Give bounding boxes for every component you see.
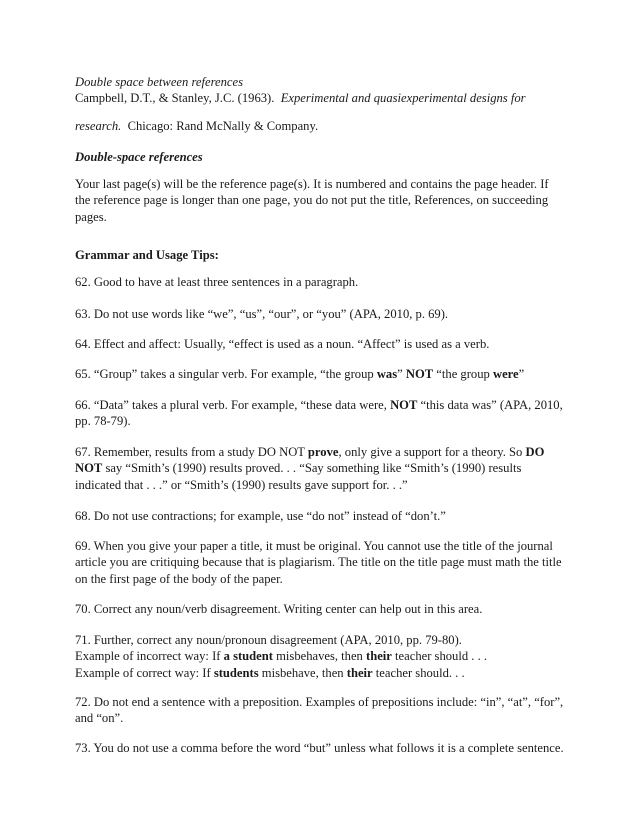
- citation-line-1: [75, 90, 565, 106]
- tip-71-correct-example: [75, 665, 565, 681]
- citation-title-part-1: Experimental and quasiexperimental designs for: [280, 91, 526, 106]
- tip-65-text: 65. “Group” takes a singular verb. For example, “the group: [75, 367, 377, 381]
- tip-64: 64. Effect and affect: Usually, “effect is used as a noun. “Affect” is used as a verb.: [75, 337, 490, 351]
- tip-70: 70. Correct any noun/verb disagreement. Writing center can help out in this area.: [75, 602, 483, 616]
- tip-65-not: NOT: [405, 367, 434, 381]
- tip-67-text: 67. Remember, results from a study DO NOT: [75, 445, 308, 459]
- tip-67-text: , only give a support for a theory. So: [338, 445, 526, 459]
- citation-line-2: [75, 118, 565, 134]
- tip-71-line-1: 71. Further, correct any noun/pronoun disagreement (APA, 2010, pp. 79-80).: [75, 633, 462, 647]
- tip-71-text: misbehave, then: [258, 665, 347, 680]
- tip-66-text: “this data was” (APA, 2010, pp. 78-79).: [75, 398, 563, 429]
- tip-67-prove: prove: [307, 445, 339, 459]
- tip-66-text: 66. “Data” takes a plural verb. For example, “these data were,: [75, 398, 391, 412]
- tip-65-text: “the group: [433, 367, 493, 381]
- tip-71-text: teacher should . . .: [391, 649, 488, 664]
- tip-65-was: was: [376, 367, 398, 381]
- tip-71-bold: students: [213, 665, 259, 680]
- tip-71-text: Example of incorrect way: If: [75, 649, 224, 664]
- tips-heading: Grammar and Usage Tips:: [75, 248, 219, 262]
- tip-67-text: say “Smith’s (1990) results proved. . . “Say something like “Smith’s (1990) results indicated that . . .” or “Smith’s (1990) results gave support for. . .”: [75, 461, 522, 492]
- tip-67-do-not: DO NOT: [75, 445, 545, 476]
- tip-62: 62. Good to have at least three sentences in a paragraph.: [75, 275, 359, 289]
- tip-63: 63. Do not use words like “we”, “us”, “our”, or “you” (APA, 2010, p. 69).: [75, 307, 449, 321]
- tip-71-text: teacher should. . .: [372, 665, 465, 680]
- tip-68: 68. Do not use contractions; for example, use “do not” instead of “don’t.”: [75, 509, 446, 523]
- reference-page-paragraph: Your last page(s) will be the reference page(s). It is numbered and contains the page header. If the reference page is longer than one page, you do not put the title, References, on succeeding pages.: [75, 177, 549, 224]
- tip-69: 69. When you give your paper a title, it must be original. You cannot use the title of the journal article you are critiquing because that is plagiarism. The title on the title page must math the title on the first page of the body of the paper.: [75, 539, 562, 586]
- tip-67: [75, 444, 565, 493]
- citation-title-part-2: research.: [75, 119, 122, 133]
- citation-publisher: Chicago: Rand McNally & Company.: [127, 119, 319, 133]
- tip-71-bold: a student: [223, 649, 273, 664]
- tip-71-text: misbehaves, then: [272, 649, 367, 664]
- tip-71-bold: their: [366, 649, 392, 664]
- tip-65-text: ”: [518, 367, 525, 381]
- tip-71-text: Example of correct way: If: [75, 665, 214, 680]
- tip-66-not: NOT: [390, 398, 418, 412]
- reference-example: [75, 74, 565, 107]
- tip-65-text: ”: [397, 367, 406, 381]
- tip-72: 72. Do not end a sentence with a preposition. Examples of prepositions include: “in”, “at”, “for”, and “on”.: [75, 695, 564, 726]
- tip-71: [75, 632, 565, 681]
- citation-authors: Campbell, D.T., & Stanley, J.C. (1963).: [75, 91, 275, 106]
- note-double-space: Double space between references: [75, 75, 243, 89]
- note-double-space-references: Double-space references: [75, 150, 203, 164]
- tip-73: 73. You do not use a comma before the word “but” unless what follows it is a complete sentence.: [75, 741, 564, 755]
- tip-71-incorrect-example: [75, 648, 565, 664]
- tip-65: [75, 366, 565, 382]
- tip-66: [75, 397, 565, 430]
- tip-65-were: were: [492, 367, 519, 381]
- tip-71-bold: their: [346, 665, 373, 680]
